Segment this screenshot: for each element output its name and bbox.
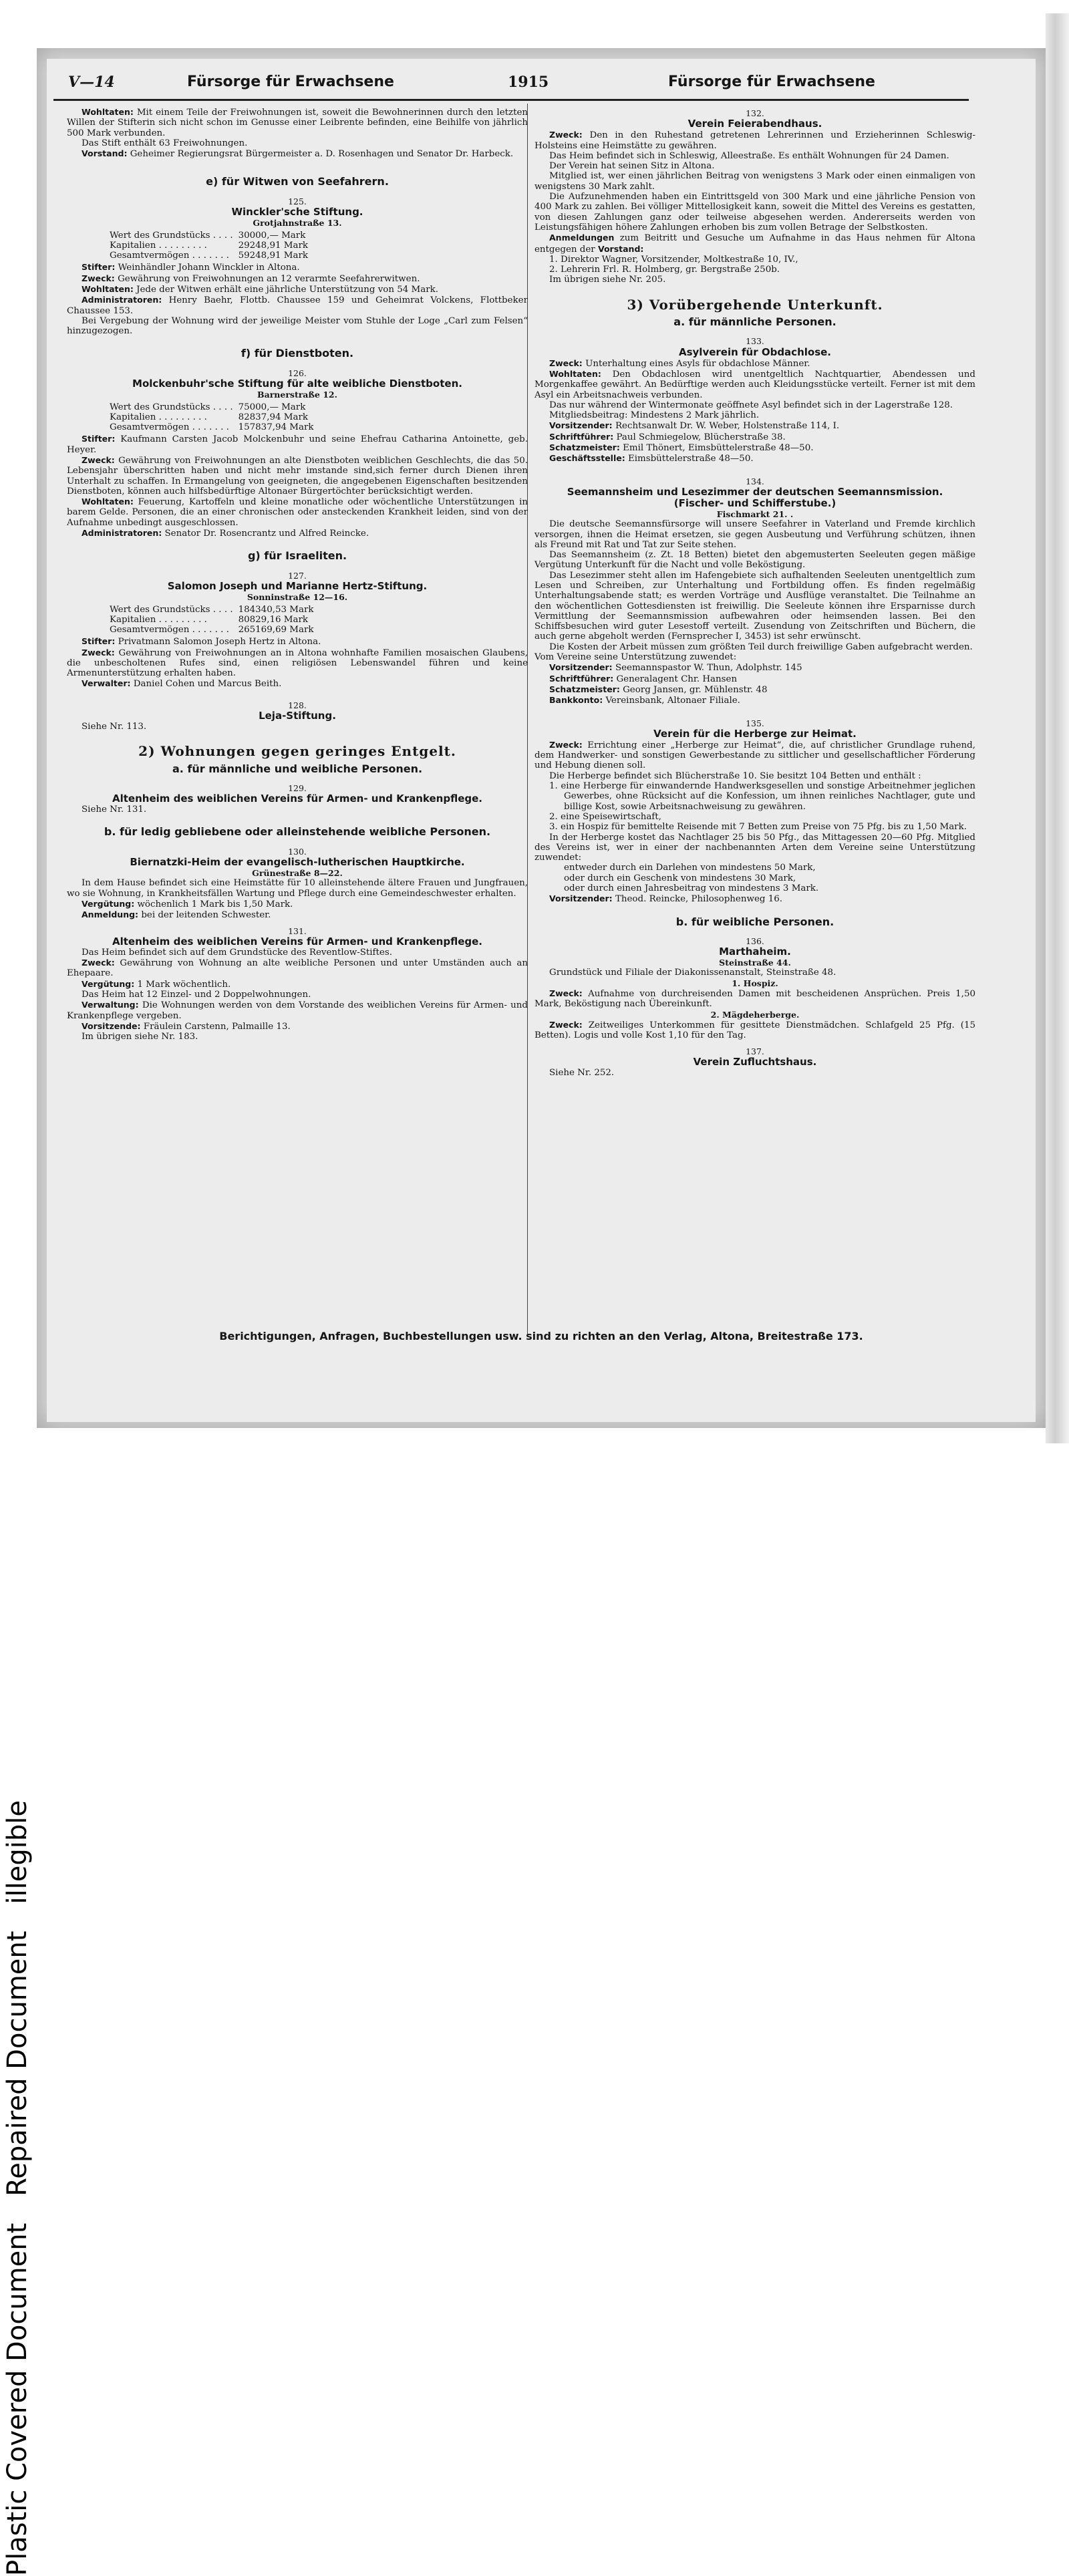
- entry-text: Das Heim hat 12 Einzel- und 2 Doppelwohnungen.: [82, 990, 311, 1000]
- entry-number: 132.: [746, 108, 764, 118]
- list-item: 1. eine Herberge für einwandernde Handwerksgesellen und sonstige Arbeitnehmer jeglichen Gewerbes, ohne Rücksicht auf die Konfession, um ihnen reinliches Nachtlager, gute und billige Kost, sowie Arbeitsnachweisung zu gewähren.: [549, 781, 975, 812]
- entry-field: Zweck: Errichtung einer „Herberge zur Heimat“, die, auf christlicher Grundlage ruhend, dem Handwerker- und sonstigen Gewerbestande zu sittlicher und gesellschaftlicher Förderung und Hebung dienen soll.: [534, 739, 975, 771]
- section-2b-heading: b. für ledig gebliebene oder alleinstehende weibliche Personen.: [104, 825, 491, 839]
- entry-title: Salomon Joseph und Marianne Hertz-Stiftung.: [167, 579, 428, 592]
- section-2a-heading: a. für männliche und weibliche Personen.: [172, 762, 423, 775]
- label-illegible: illegible: [2, 1800, 33, 1904]
- entry-number: 127.: [288, 570, 307, 581]
- header-right-title: Fürsorge für Erwachsene: [668, 74, 875, 90]
- entry-field: Zweck: Zeitweiliges Unterkommen für gesittete Dienstmädchen. Schlafgeld 25 Pfg. (15 Betten). Logis und volle Kost 1,10 für den Tag.: [534, 1019, 975, 1041]
- page-header: [53, 70, 969, 97]
- entry-text: In der Herberge kostet das Nachtlager 25 bis 50 Pfg., das Mittagessen 20—60 Pfg. Mitglied des Vereins ist, wer in einer der nachbenannten Arten dem Vereine seine Unterstützung zuwendet:: [534, 832, 975, 863]
- entry-title: Winckler'sche Stiftung.: [231, 206, 363, 219]
- entry-text: Im übrigen siehe Nr. 205.: [549, 275, 666, 285]
- entry-text: Der Verein hat seinen Sitz in Altona.: [549, 161, 715, 172]
- entry-address: Sonninstraße 12—16.: [247, 591, 348, 602]
- entry-field: Wohltaten: Feuerung, Kartoffeln und kleine monatliche oder wöchentliche Unterstützungen in barem Gelde. Personen, die an einer chronischen oder ansteckenden Krankheit leiden, sind von der Aufnahme unbedingt ausgeschlossen.: [67, 496, 528, 528]
- entry-field: Anmeldung: bei der leitenden Schwester.: [82, 909, 271, 921]
- entry-field: Schatzmeister: Emil Thönert, Eimsbüttelerstraße 48—50.: [549, 442, 814, 454]
- entry-see: Siehe Nr. 113.: [82, 721, 147, 732]
- entry-field: Vergütung: wöchenlich 1 Mark bis 1,50 Mark.: [82, 898, 293, 909]
- section-3a-heading: a. für männliche Personen.: [673, 315, 836, 329]
- entry-field: Zweck: Unterhaltung eines Asyls für obdachlose Männer.: [549, 357, 810, 369]
- left-column: [67, 107, 528, 1042]
- entry-see: Siehe Nr. 252.: [549, 1067, 615, 1078]
- entry-address: Steinstraße 44.: [719, 958, 791, 968]
- entry-text: Grundstück und Filiale der Diakonissenanstalt, Steinstraße 48.: [549, 968, 836, 978]
- entry-128: [67, 700, 528, 732]
- list-item: 2. Lehrerin Frl. R. Holmberg, gr. Bergstraße 250b.: [549, 265, 780, 275]
- section-g-heading: g) für Israeliten.: [247, 549, 347, 563]
- list-item: 3. ein Hospiz für bemittelte Reisende mit 7 Betten zum Preise von 75 Pfg. bis zu 1,50 Mark.: [549, 822, 967, 833]
- entry-number: 137.: [746, 1046, 764, 1056]
- entry-title: Seemannsheim und Lesezimmer der deutschen Seemannsmission.: [567, 485, 943, 498]
- entry-field: Verwalter: Daniel Cohen und Marcus Beith.: [82, 678, 282, 690]
- entry-field: Zweck: Gewährung von Freiwohnungen an in Altona wohnhafte Familien mosaischen Glaubens, die unbescholtenen Rufes sind, einen religiösen Lebenswandel führen und keine Armenunterstützung erhalten haben.: [67, 647, 528, 679]
- entry-field: Geschäftsstelle: Eimsbüttelerstraße 48—50.: [549, 453, 754, 464]
- entry-field: Vorsitzender: Seemannspastor W. Thun, Adolphstr. 145: [549, 662, 802, 674]
- entry-text: Das Heim befindet sich auf dem Grundstücke des Reventlow-Stiftes.: [82, 947, 392, 958]
- entry-field: Bankkonto: Vereinsbank, Altonaer Filiale.: [549, 695, 740, 706]
- entry-129: [67, 783, 528, 815]
- scan-label-text: [0, 1306, 35, 2576]
- entry-field: Zweck: Gewährung von Freiwohnungen an 12 verarmte Seefahrerwitwen.: [82, 273, 420, 284]
- entry-field: Vergütung: 1 Mark wöchentlich.: [82, 978, 231, 990]
- right-column: [534, 107, 975, 1078]
- entry-field: Schatzmeister: Georg Jansen, gr. Mühlenstr. 48: [549, 684, 768, 695]
- entry-title: Asylverein für Obdachlose.: [678, 345, 831, 358]
- entry-address: Fischmarkt 21. .: [716, 509, 794, 519]
- entry-field: Stifter: Kaufmann Carsten Jacob Molckenbuhr und seine Ehefrau Catharina Antoinette, geb. Heyer.: [67, 434, 528, 455]
- entry-text: Das Heim befindet sich in Schleswig, Alleestraße. Es enthält Wohnungen für 24 Damen.: [549, 150, 949, 161]
- entry-see: Siehe Nr. 131.: [82, 805, 147, 815]
- list-item: 1. Direktor Wagner, Vorsitzender, Moltkestraße 10, IV.,: [549, 254, 798, 265]
- value-table: Wert des Grundstücks . . . . 184340,53 Mark Kapitalien . . . . . . . . . 80829,16 Mark Gesamtvermögen . . . . . . . 265169,69 Mark: [110, 605, 314, 635]
- entry-field: Wohltaten: Den Obdachlosen wird unentgeltlich Nachtquartier, Abendessen und Morgenkaffee gewährt. An Bedürftige werden auch Kleidungsstücke verteilt. Ferner ist mit dem Asyl ein Arbeitsnachweis verbunden.: [534, 368, 975, 400]
- entry-field: Zweck: Gewährung von Wohnung an alte weibliche Personen und unter Umständen auch an Ehepaare.: [67, 958, 528, 979]
- entry-134: [534, 476, 975, 706]
- entry-number: 136.: [746, 936, 764, 946]
- entry-address: Grotjahnstraße 13.: [253, 218, 342, 229]
- page-footer: Berichtigungen, Anfragen, Buchbestellungen usw. sind zu richten an den Verlag, Altona, Breitestraße 173.: [219, 1330, 863, 1342]
- entry-field: Schriftführer: Paul Schmiegelow, Blücherstraße 38.: [549, 431, 786, 442]
- entry-number: 135.: [746, 718, 764, 728]
- entry-126: [67, 368, 528, 539]
- entry-field: Zweck: Gewährung von Freiwohnungen an alte Dienstboten weiblichen Geschlechts, die das 50. Lebensjahr überschritten haben und nicht mehr imstande sind,sich ferner durch Dienen ihren Unterhalt zu schaffen. In Ermangelung von geeigneten, die angegebenen Eigenschaften besitzenden Dienstboten, können auch hilfsbedürftige Altonaer Bürgertöchter berücksichtigt werden.: [67, 454, 528, 496]
- entry-text: Bei Vergebung der Wohnung wird der jeweilige Meister vom Stuhle der Loge „Carl zum Felsen“ hinzugezogen.: [67, 315, 528, 337]
- entry-title: Leja-Stiftung.: [259, 709, 336, 722]
- value-table: Wert des Grundstücks . . . . 75000,— Mark Kapitalien . . . . . . . . . 82837,94 Mark Gesamtvermögen . . . . . . . 157837,94 Mark: [110, 402, 314, 433]
- entry-field: Vorsitzende: Fräulein Carstenn, Palmaille 13.: [82, 1020, 291, 1032]
- section-2-heading: 2) Wohnungen gegen geringes Entgelt.: [138, 743, 456, 760]
- entry-text: Im übrigen siehe Nr. 183.: [82, 1032, 198, 1042]
- entry-title: Marthaheim.: [719, 946, 791, 958]
- entry-number: 128.: [288, 700, 307, 710]
- entry-field: Schriftführer: Generalagent Chr. Hansen: [549, 673, 738, 684]
- entry-title: Verein Feierabendhaus.: [688, 118, 822, 130]
- entry-field: Administratoren: Henry Baehr, Flottb. Chaussee 159 und Geheimrat Volckens, Flottbeker Chaussee 153.: [67, 295, 528, 316]
- entry-field: Stifter: Privatmann Salomon Joseph Hertz in Altona.: [82, 636, 321, 648]
- section-3b-heading: b. für weibliche Personen.: [675, 915, 834, 928]
- entry-127: [67, 571, 528, 690]
- entry-title: Verein für die Herberge zur Heimat.: [653, 727, 857, 740]
- entry-text: Das nur während der Wintermonate geöffnete Asyl befindet sich in der Lagerstraße 128.: [549, 400, 953, 410]
- entry-133: [534, 336, 975, 464]
- entry-text: Die Kosten der Arbeit müssen zum größten Teil durch freiwillige Gaben aufgebracht werden.: [549, 641, 973, 652]
- entry-130: [67, 847, 528, 921]
- list-item: 2. eine Speisewirtschaft,: [549, 811, 661, 822]
- entry-field: Vorsitzender: Rechtsanwalt Dr. W. Weber, Holstenstraße 114, I.: [549, 420, 840, 432]
- entry-address: Grünestraße 8—22.: [252, 868, 343, 879]
- entry-field: Stifter: Weinhändler Johann Winckler in Altona.: [82, 262, 300, 273]
- entry-number: 134.: [746, 476, 764, 486]
- entry-title: Biernatzki-Heim der evangelisch-lutherischen Hauptkirche.: [130, 856, 465, 869]
- entry-title: Molckenbuhr'sche Stiftung für alte weibliche Dienstboten.: [132, 378, 462, 390]
- entry-field: Wohltaten: Jede der Witwen erhält eine jährliche Unterstützung von 54 Mark.: [82, 283, 438, 295]
- intro-stift: Das Stift enthält 63 Freiwohnungen.: [82, 138, 248, 148]
- entry-number: 130.: [288, 846, 307, 857]
- entry-text: Die deutsche Seemannsfürsorge will unsere Seefahrer in Vaterland und Fremde kirchlich versorgen, ihnen die Heimat ersetzen, sie gegen Ausbeutung und Verführung schützen, ihnen als Freund mit Rat und Tat zur Seite stehen.: [534, 519, 975, 550]
- entry-subtitle: (Fischer- und Schifferstube.): [673, 496, 836, 509]
- list-item: oder durch einen Jahresbeitrag von mindestens 3 Mark.: [564, 883, 819, 893]
- entry-text: Die Herberge befindet sich Blücherstraße 10. Sie besitzt 104 Betten und enthält :: [549, 770, 921, 781]
- page-number: V—14: [68, 74, 115, 91]
- entry-text: Vom Vereine seine Unterstützung zuwendet:: [534, 652, 737, 663]
- entry-136: [534, 936, 975, 1041]
- entry-number: 131.: [288, 925, 307, 936]
- entry-subheading: 2. Mägdeherberge.: [710, 1009, 800, 1020]
- section-e-heading: e) für Witwen von Seefahrern.: [206, 175, 389, 188]
- entry-number: 133.: [746, 336, 764, 347]
- entry-field: Anmeldungen zum Beitritt und Gesuche um Aufnahme in das Haus nehmen für Altona entgegen der Vorstand:: [534, 233, 975, 255]
- label-plastic: Plastic Covered Document: [2, 2223, 33, 2576]
- entry-text: Die Aufzunehmenden haben ein Eintrittsgeld von 300 Mark und eine jährliche Pension von 400 Mark zu zahlen. Bei völliger Mittellosigkeit kann, soweit die Mittel des Vereins es gestatten, von diesen Zahlungen ganz oder teilweise abgesehen werden. Andererseits werden von Leistungsfähigen höhere Zahlungen erhoben bis zum vollen Betrage der Selbstkosten.: [534, 192, 975, 233]
- entry-125: [67, 196, 528, 337]
- entry-subheading: 1. Hospiz.: [732, 978, 778, 988]
- list-item: oder durch ein Geschenk von mindestens 30 Mark,: [564, 873, 796, 883]
- entry-131: [67, 926, 528, 1042]
- entry-137: [534, 1046, 975, 1079]
- list-item: entweder durch ein Darlehen von mindestens 50 Mark,: [564, 863, 816, 873]
- entry-text: Mitgliedsbeitrag: Mindestens 2 Mark jährlich.: [549, 410, 760, 421]
- entry-field: Zweck: Den in den Ruhestand getretenen Lehrerinnen und Erzieherinnen Schleswig-Holsteins eine Heimstätte zu gewähren.: [534, 130, 975, 151]
- section-3-heading: 3) Vorübergehende Unterkunft.: [627, 296, 883, 313]
- entry-number: 129.: [288, 782, 307, 793]
- section-f-heading: f) für Dienstboten.: [241, 347, 354, 360]
- entry-132: [534, 108, 975, 285]
- header-year: 1915: [508, 74, 549, 91]
- entry-field: Vorsitzender: Theod. Reincke, Philosophenweg 16.: [549, 893, 782, 905]
- entry-title: Altenheim des weiblichen Vereins für Armen- und Krankenpflege.: [112, 935, 482, 948]
- value-table: Wert des Grundstücks . . . . 30000,— Mark Kapitalien . . . . . . . . . 29248,91 Mark Gesamtvermögen . . . . . . . 59248,91 Mark: [110, 231, 308, 261]
- header-rule: [53, 99, 969, 101]
- entry-field: Administratoren: Senator Dr. Rosencrantz und Alfred Reincke.: [82, 528, 369, 539]
- entry-number: 125.: [288, 196, 307, 206]
- entry-address: Barnerstraße 12.: [257, 390, 337, 400]
- entry-title: Verein Zufluchtshaus.: [693, 1055, 817, 1068]
- entry-title: Altenheim des weiblichen Vereins für Armen- und Krankenpflege.: [112, 793, 482, 805]
- entry-text: Das Lesezimmer steht allen im Hafengebiete sich aufhaltenden Seeleuten unentgeltlich zum Lesen und Schreiben, zur Unterhaltung und Fortbildung offen. Es finden regelmäßig Unterhaltungsabende statt; es werden Vorträge und Ausflüge veranstaltet. Die Teilnahme an den wöchentlichen Gottesdiensten ist freiwillig. Die Seeleute können ihre Ersparnisse durch Vermittlung der Seemannsmission aufbewahren oder heimsenden lassen. Bei den Schiffsbesuchen wird guter Lesestoff verteilt. Zusendung von Zeitschriften und Büchern, die auch gerne abgeholt werden (Fernsprecher I, 3453) ist sehr erwünscht.: [534, 570, 975, 642]
- page-edge: [1046, 13, 1069, 1443]
- intro-vorstand: Vorstand: Geheimer Regierungsrat Bürgermeister a. D. Rosenhagen und Senator Dr. Harbeck.: [82, 148, 514, 160]
- entry-text: In dem Hause befindet sich eine Heimstätte für 10 alleinstehende ältere Frauen und Jungfrauen, wo sie Wohnung, in Krankheitsfällen Wartung und Pflege durch eine Gemeindeschwester erhalten.: [67, 878, 528, 899]
- entry-field: Verwaltung: Die Wohnungen werden von dem Vorstande des weiblichen Vereins für Armen- und Krankenpflege vergeben.: [67, 1000, 528, 1021]
- label-repaired: Repaired Document: [2, 1930, 33, 2196]
- entry-field: Zweck: Aufnahme von durchreisenden Damen mit bescheidenen Ansprüchen. Preis 1,50 Mark, Beköstigung nach Übereinkunft.: [534, 988, 975, 1010]
- entry-text: Mitglied ist, wer einen jährlichen Beitrag von wenigstens 3 Mark oder einen einmaligen von wenigstens 30 Mark zahlt.: [534, 171, 975, 192]
- intro-wohltaten: Wohltaten: Mit einem Teile der Freiwohnungen ist, soweit die Bewohnerinnen durch den letzten Willen der Stifterin sich nicht schon im Genusse einer Leibrente befinden, eine Beihilfe von jährlich 500 Mark verbunden.: [67, 107, 528, 138]
- entry-135: [534, 718, 975, 905]
- header-left-title: Fürsorge für Erwachsene: [187, 74, 394, 90]
- entry-number: 126.: [288, 368, 307, 378]
- scan-label-sidebar: [0, 0, 35, 2576]
- entry-text: Das Seemannsheim (z. Zt. 18 Betten) bietet den abgemusterten Seeleuten gegen mäßige Vergütung Unterkunft für die Nacht und volle Beköstigung.: [534, 550, 975, 571]
